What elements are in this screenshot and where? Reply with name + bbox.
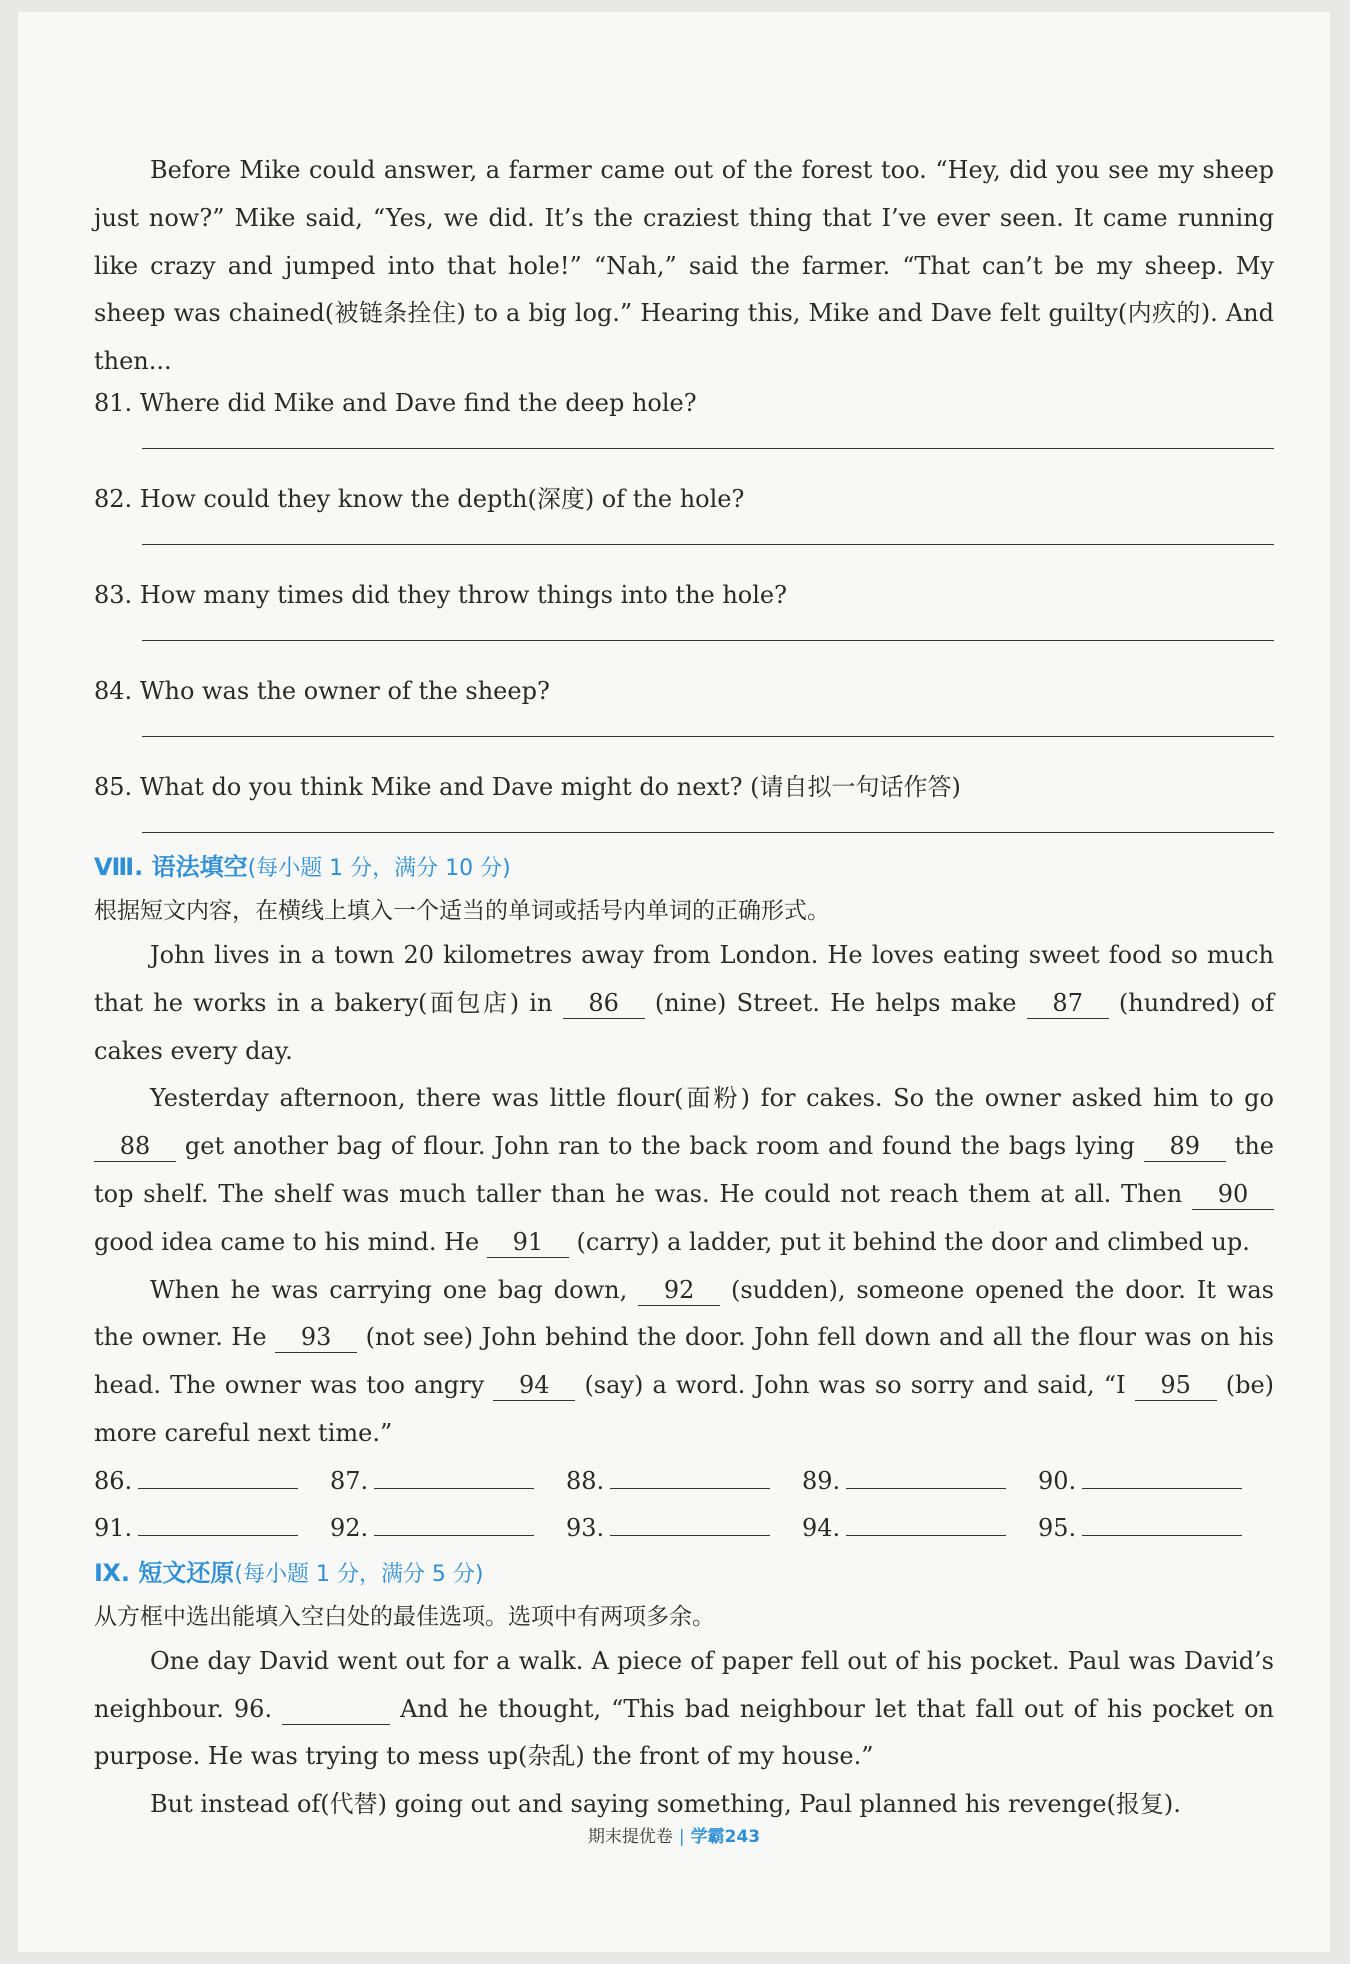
answer-slot-86[interactable]: 86. [94, 1458, 330, 1505]
question-83 [94, 578, 1274, 674]
blank-91: 91 [487, 1227, 569, 1258]
grammar-paragraph-3: When he was carrying one bag down, 92 (sudden), someone opened the door. It was the owner. He 93 (not see) John behind the door. John fell down and all the flour was on his head. The owner was too angry 94 (say) a word. John was so sorry and said, “I 95 (be) more careful next time.” [94, 1275, 1275, 1447]
answer-slot-90[interactable]: 90. [1038, 1458, 1274, 1505]
restore-paragraph-2: But instead of(代替) going out and saying something, Paul planned his revenge(报复). [150, 1790, 1181, 1819]
answer-line-84[interactable] [142, 708, 1274, 737]
section-8-title: Ⅷ. 语法填空(每小题 1 分，满分 10 分) [94, 852, 511, 881]
footer-brand: 学霸 [690, 1827, 725, 1847]
question-text: 82. How could they know the depth(深度) of the hole? [94, 484, 745, 513]
answer-grid [94, 1458, 1274, 1552]
answer-slot-89[interactable]: 89. [802, 1458, 1038, 1505]
answer-slot-91[interactable]: 91. [94, 1505, 330, 1552]
answer-slot-88[interactable]: 88. [566, 1458, 802, 1505]
answer-line-83[interactable] [142, 612, 1274, 641]
answer-slot-93[interactable]: 93. [566, 1505, 802, 1552]
blank-94: 94 [493, 1370, 575, 1401]
restore-paragraph-1: One day David went out for a walk. A piece of paper fell out of his pocket. Paul was David’s neighbour. 96. And he thought, “This bad neighbour let that fall out of his pocket on purpose. He was trying to mess up(杂乱) the front of my house.” [94, 1646, 1275, 1771]
answer-slot-92[interactable]: 92. [330, 1505, 566, 1552]
blank-89: 89 [1144, 1131, 1226, 1162]
blank-87: 87 [1027, 988, 1109, 1019]
answer-slot-94[interactable]: 94. [802, 1505, 1038, 1552]
answer-line-82[interactable] [142, 516, 1274, 545]
section-8-instruction: 根据短文内容，在横线上填入一个适当的单词或括号内单词的正确形式。 [94, 897, 830, 924]
grammar-paragraph-1: John lives in a town 20 kilometres away from London. He loves eating sweet food so much that he works in a bakery(面包店) in 86 (nine) Street. He helps make 87 (hundred) of cakes every day. [94, 940, 1274, 1065]
question-text: 81. Where did Mike and Dave find the deep hole? [94, 388, 697, 417]
footer-separator: | [678, 1827, 685, 1847]
answer-slot-87[interactable]: 87. [330, 1458, 566, 1505]
blank-95: 95 [1135, 1370, 1217, 1401]
answer-slot-95[interactable]: 95. [1038, 1505, 1274, 1552]
question-text: 84. Who was the owner of the sheep? [94, 676, 550, 705]
blank-96[interactable] [282, 1694, 390, 1725]
page-content [94, 147, 1274, 1829]
question-text: 83. How many times did they throw things into the hole? [94, 580, 788, 609]
blank-90: 90 [1192, 1179, 1274, 1210]
section-9-instruction: 从方框中选出能填入空白处的最佳选项。选项中有两项多余。 [94, 1603, 715, 1630]
answer-line-81[interactable] [142, 420, 1274, 449]
footer-title: 期末提优卷 [587, 1827, 673, 1847]
worksheet-page [18, 12, 1330, 1952]
question-81 [94, 386, 1274, 482]
question-85 [94, 770, 1274, 846]
grammar-paragraph-2: Yesterday afternoon, there was little flour(面粉) for cakes. So the owner asked him to go 88 get another bag of flour. John ran to the back room and found the bags lying 89 the top shelf. The shelf was much taller than he was. He could not reach them at all. Then 90 good idea came to his mind. He 91 (carry) a ladder, put it behind the door and climbed up. [94, 1084, 1274, 1256]
blank-86: 86 [563, 988, 645, 1019]
passage-paragraph: Before Mike could answer, a farmer came out of the forest too. “Hey, did you see my sheep just now?” Mike said, “Yes, we did. It’s the craziest thing that I’ve ever seen. It came running like crazy and jumped into that hole!” “Nah,” said the farmer. “That can’t be my sheep. My sheep was chained(被链条拴住) to a big log.” Hearing this, Mike and Dave felt guilty(内疚的). And then... [94, 156, 1274, 376]
question-text: 85. What do you think Mike and Dave might do next? (请自拟一句话作答) [94, 772, 961, 801]
blank-93: 93 [275, 1322, 357, 1353]
page-number: 243 [724, 1827, 761, 1847]
question-list [94, 386, 1274, 846]
question-82 [94, 482, 1274, 578]
blank-88: 88 [94, 1131, 176, 1162]
answer-line-85[interactable] [142, 804, 1274, 833]
page-footer [18, 1822, 1330, 1847]
blank-92: 92 [638, 1275, 720, 1306]
question-84 [94, 674, 1274, 770]
section-9-title: Ⅸ. 短文还原(每小题 1 分，满分 5 分) [94, 1558, 484, 1587]
